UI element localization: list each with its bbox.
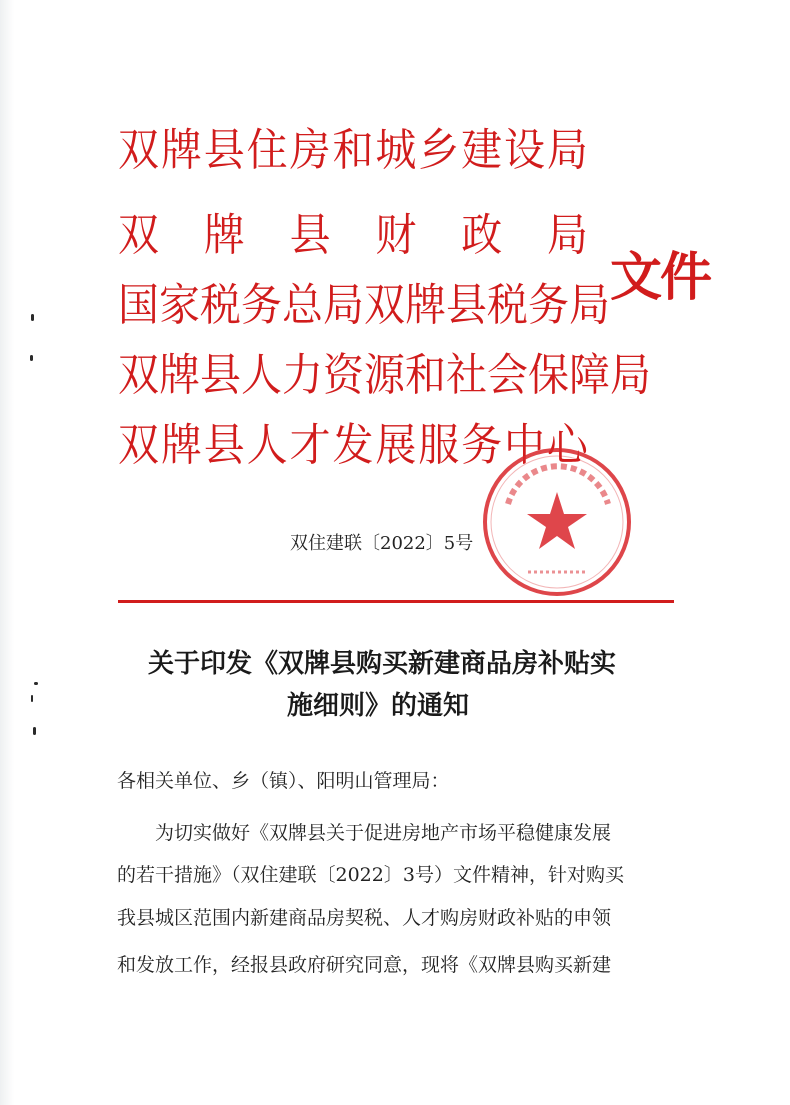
document-number: 双住建联〔2022〕5号	[290, 533, 474, 554]
header-wenjian: 文件	[610, 248, 711, 308]
header-org-2: 双 牌 县 财 政 局	[118, 209, 588, 261]
header-divider	[118, 600, 674, 603]
binding-mark	[31, 695, 33, 702]
binding-mark	[34, 682, 38, 685]
title-line-2: 施细则》的通知	[287, 691, 470, 721]
seal-icon	[468, 434, 658, 602]
header-org-5: 双 牌 县 人 才 发 展 服 务 中 心	[118, 419, 588, 471]
body-line-2: 的若干措施》（双住建联〔2022〕3号）文件精神，针对购买	[117, 864, 624, 886]
body-line-3: 我县城区范围内新建商品房契税、人才购房财政补贴的申领	[117, 907, 612, 929]
binding-mark	[30, 355, 33, 361]
body-line-4: 和发放工作，经报县政府研究同意，现将《双牌县购买新建	[117, 954, 612, 976]
title-line-1: 关于印发《双牌县购买新建商品房补贴实	[148, 649, 617, 679]
header-org-3: 国 家 税 务 总 局 双 牌 县 税 务 局	[118, 279, 610, 331]
binding-mark	[31, 314, 34, 321]
header-org-4: 双 牌 县 人 力 资 源 和 社 会 保 障 局	[118, 349, 651, 401]
body-line-1: 为切实做好《双牌县关于促进房地产市场平稳健康发展	[117, 822, 612, 844]
binding-mark	[33, 727, 36, 735]
notice-title	[148, 643, 688, 727]
page-edge	[0, 0, 14, 1105]
header-org-1: 双 牌 县 住 房 和 城 乡 建 设 局	[118, 124, 588, 176]
salutation: 各相关单位、乡（镇）、阳明山管理局：	[117, 770, 450, 792]
